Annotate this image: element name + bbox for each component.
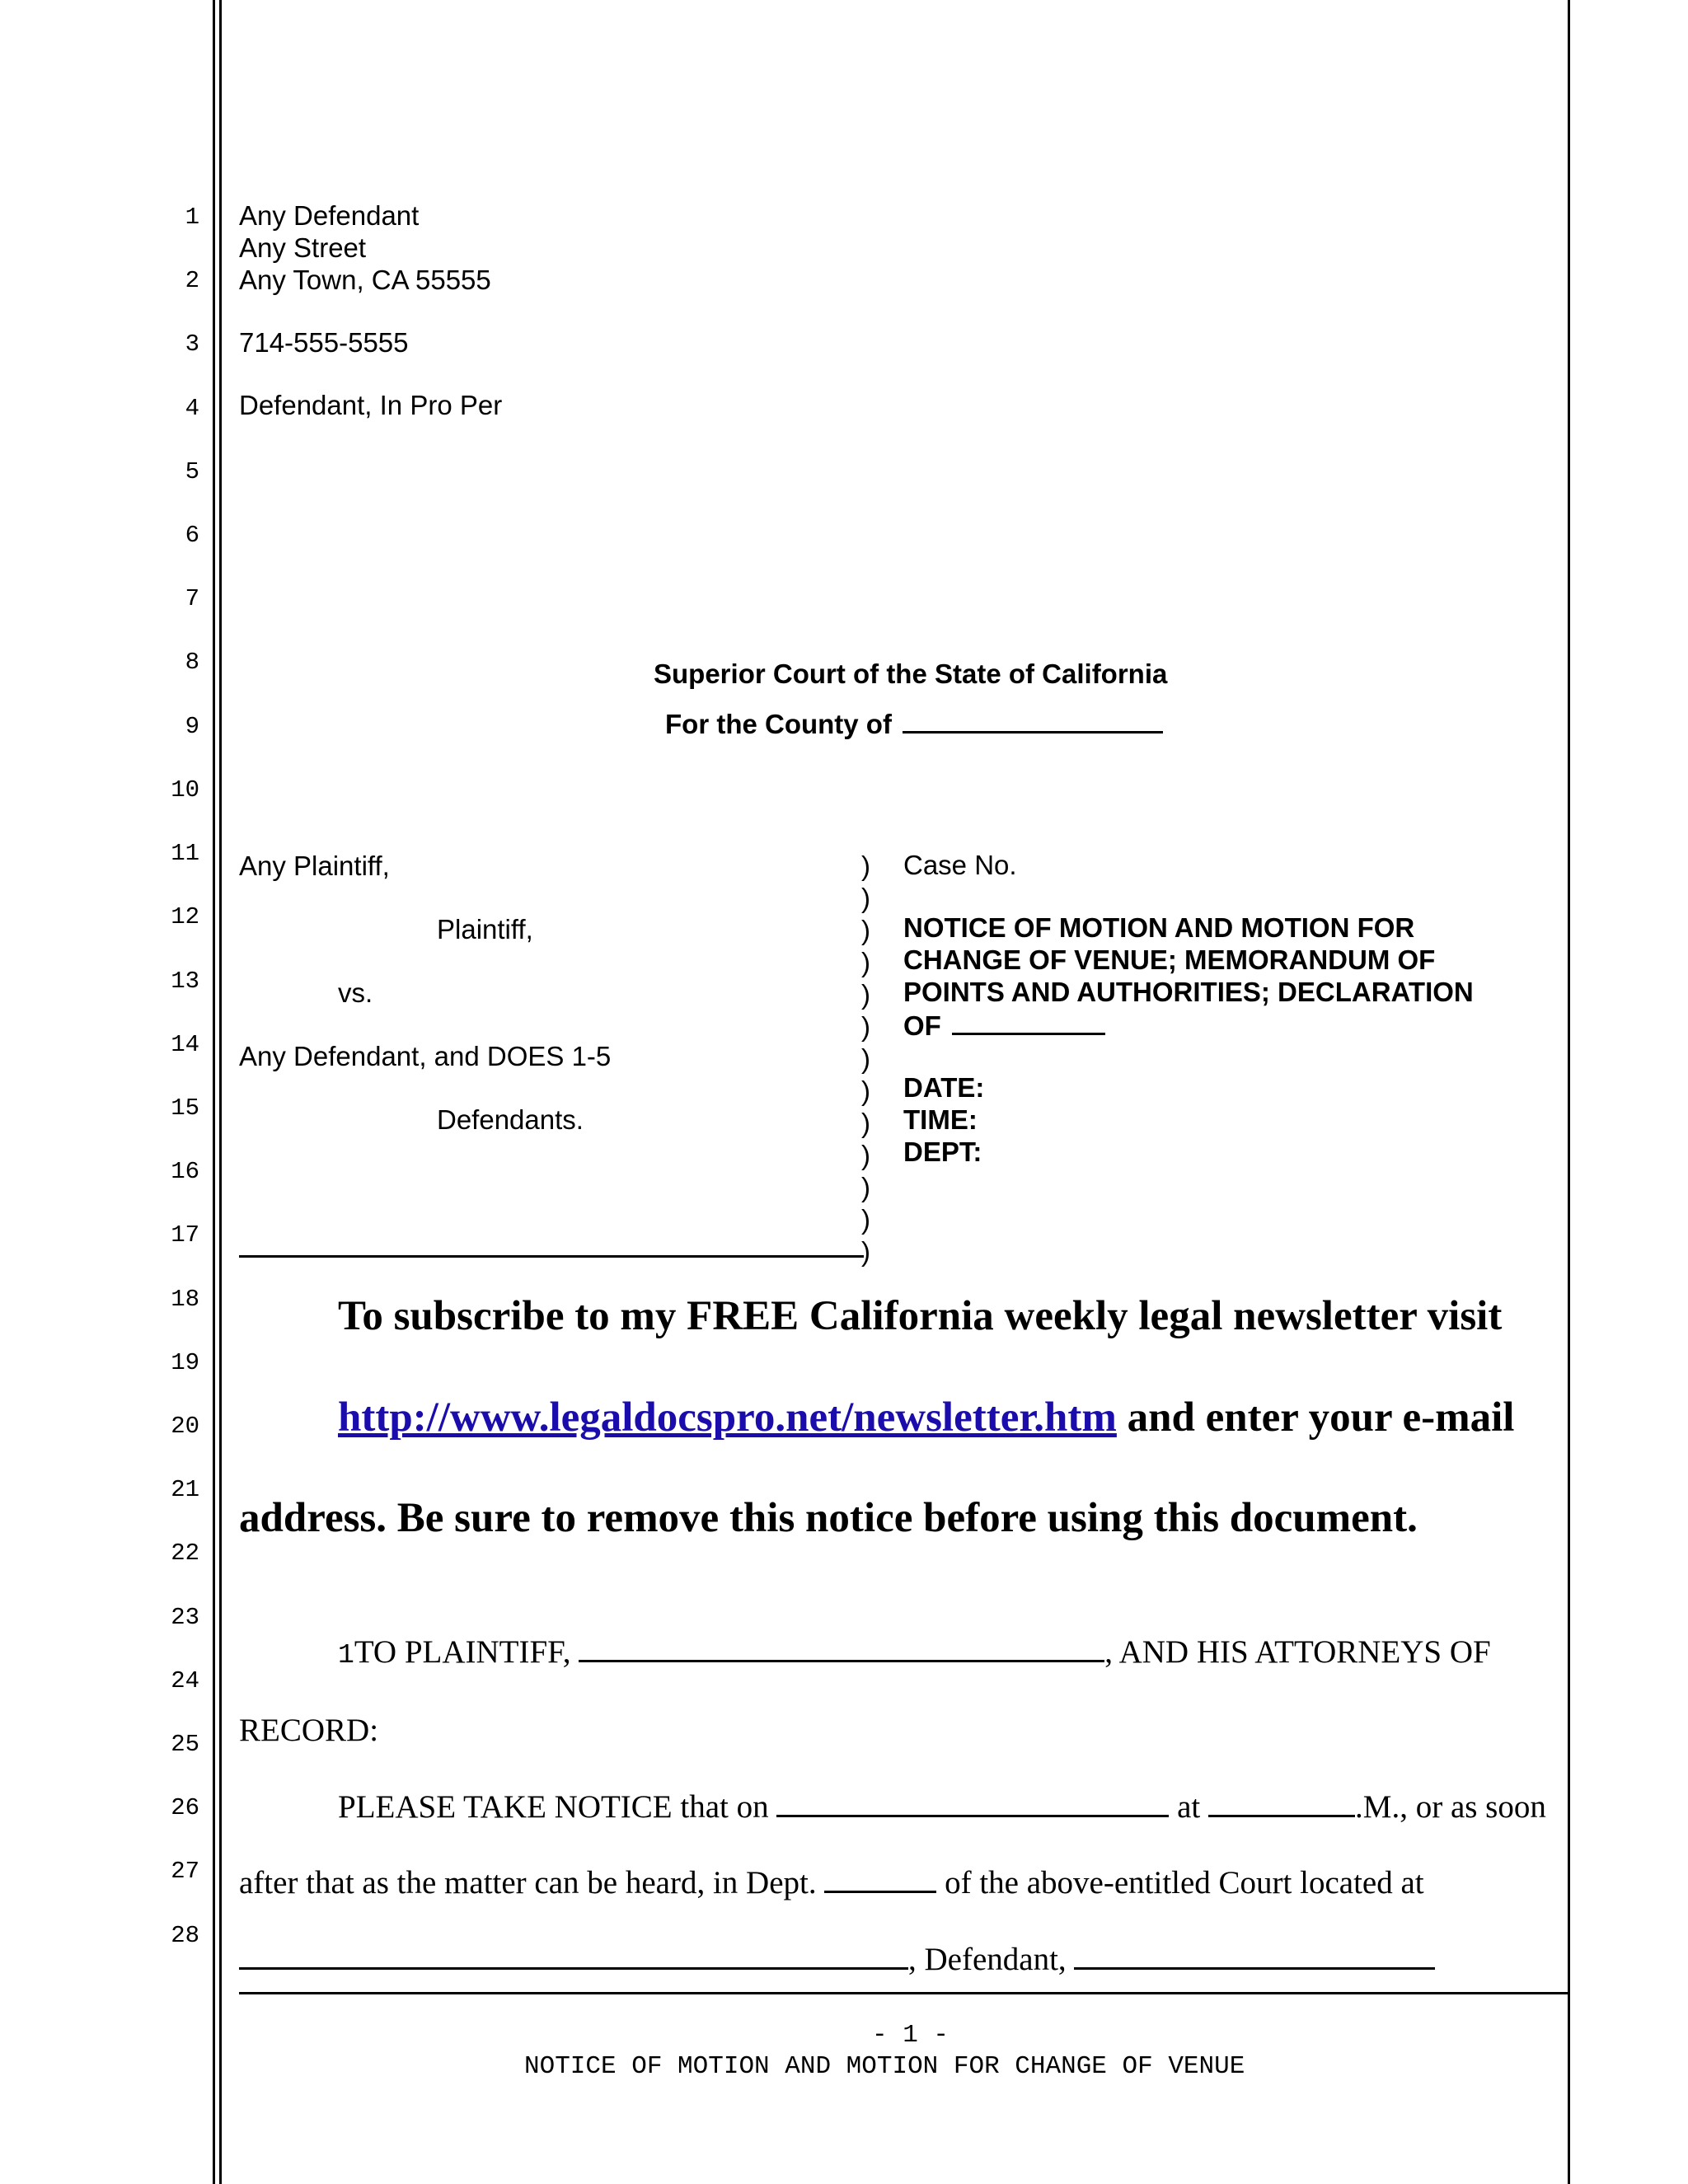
court-county	[665, 706, 1163, 740]
to-plaintiff-text: TO PLAINTIFF,	[354, 1634, 571, 1670]
line-number: 19	[171, 1349, 199, 1376]
line-number: 25	[171, 1731, 199, 1758]
court-located-text: of the above-entitled Court located at	[945, 1865, 1424, 1900]
plaintiff-name-blank	[579, 1635, 1104, 1662]
left-margin-rule-inner	[219, 0, 222, 2184]
plaintiff-label: Plaintiff,	[437, 914, 533, 944]
newsletter-notice-line-1: To subscribe to my FREE California weekly legal newsletter visit	[338, 1293, 1503, 1339]
after-that-text: after that as the matter can be heard, in Dept.	[239, 1865, 817, 1900]
document-title-line: CHANGE OF VENUE; MEMORANDUM OF	[903, 944, 1436, 975]
court-address-blank	[239, 1943, 908, 1970]
county-blank	[903, 706, 1163, 733]
caption-bottom-rule	[239, 1255, 864, 1258]
line-number: 4	[185, 395, 199, 422]
dept-blank	[824, 1866, 936, 1893]
record-line: RECORD:	[239, 1713, 379, 1748]
county-label: For the County of	[665, 709, 892, 739]
line-number: 15	[171, 1094, 199, 1122]
header-phone: 714-555-5555	[239, 327, 409, 358]
please-take-notice-line	[338, 1788, 1546, 1826]
document-title-line: POINTS AND AUTHORITIES; DECLARATION	[903, 977, 1474, 1007]
line-number: 5	[185, 458, 199, 485]
line-number: 2	[185, 267, 199, 294]
line-number: 22	[171, 1540, 199, 1567]
line-number: 23	[171, 1604, 199, 1631]
newsletter-link[interactable]: http://www.legaldocspro.net/newsletter.htm	[338, 1394, 1117, 1441]
line-number: 21	[171, 1476, 199, 1503]
please-take-notice-text: PLEASE TAKE NOTICE that on	[338, 1789, 769, 1825]
line-number: 3	[185, 330, 199, 358]
declarant-blank	[952, 1008, 1105, 1035]
line-number: 12	[171, 903, 199, 930]
right-margin-rule	[1568, 0, 1570, 2184]
page-number: - 1 -	[872, 2021, 950, 2050]
header-city: Any Town, CA 55555	[239, 265, 491, 295]
after-that-line	[239, 1864, 1424, 1902]
line-number: 28	[171, 1922, 199, 1949]
header-name: Any Defendant	[239, 200, 420, 231]
hearing-date-blank	[776, 1790, 1169, 1817]
document-title-line-with-blank	[903, 1008, 1474, 1042]
to-plaintiff-line	[338, 1633, 1491, 1675]
left-margin-rule-outer	[213, 0, 215, 2184]
footer-title: NOTICE OF MOTION AND MOTION FOR CHANGE OF VENUE	[524, 2052, 1245, 2081]
defendant-text: , Defendant,	[908, 1942, 1067, 1977]
defendant-label: Defendants.	[437, 1104, 584, 1135]
line-number: 16	[171, 1158, 199, 1185]
newsletter-notice-line-2	[338, 1393, 1514, 1442]
line-number: 18	[171, 1286, 199, 1313]
hearing-time-label: TIME:	[903, 1104, 978, 1135]
line-number: 1	[185, 204, 199, 231]
hearing-info	[903, 1071, 984, 1168]
line-number: 13	[171, 968, 199, 995]
line-number: 27	[171, 1858, 199, 1885]
line-number: 26	[171, 1794, 199, 1821]
at-text: at	[1177, 1789, 1201, 1825]
line-number: 20	[171, 1413, 199, 1440]
newsletter-notice-line-3: address. Be sure to remove this notice before using this document.	[239, 1495, 1418, 1541]
newsletter-notice-rest: and enter your e-mail	[1127, 1394, 1515, 1441]
defendant-name-blank	[1074, 1943, 1435, 1970]
header-role: Defendant, In Pro Per	[239, 390, 503, 420]
line-number: 7	[185, 585, 199, 612]
caption-parens: ) ) ) ) ) ) ) ) ) ) ) ) )	[861, 851, 870, 1267]
hearing-dept-label: DEPT:	[903, 1137, 982, 1167]
court-title: Superior Court of the State of California	[654, 658, 1168, 689]
line-number: 14	[171, 1031, 199, 1058]
line-number: 24	[171, 1667, 199, 1694]
plaintiff-name: Any Plaintiff,	[239, 851, 390, 881]
line-number: 10	[171, 776, 199, 804]
hearing-date-label: DATE:	[903, 1072, 985, 1103]
line-number: 11	[171, 840, 199, 867]
header-block	[239, 199, 491, 296]
document-title	[903, 912, 1474, 1042]
line-number: 6	[185, 522, 199, 549]
header-street: Any Street	[239, 232, 367, 263]
hearing-time-blank	[1208, 1790, 1355, 1817]
document-title-line: OF	[903, 1010, 941, 1041]
line-number: 9	[185, 713, 199, 740]
defendant-name: Any Defendant, and DOES 1-5	[239, 1041, 612, 1071]
case-number-label: Case No.	[903, 850, 1017, 880]
line-number: 17	[171, 1221, 199, 1249]
court-address-line	[239, 1941, 1435, 1979]
footnote-marker: 1	[338, 1640, 354, 1671]
attorneys-text: , AND HIS ATTORNEYS OF	[1104, 1634, 1491, 1670]
line-number: 8	[185, 649, 199, 676]
footer-rule	[239, 1992, 1568, 1994]
versus-text: vs.	[338, 977, 373, 1008]
document-title-line: NOTICE OF MOTION AND MOTION FOR	[903, 912, 1415, 943]
or-as-soon-text: .M., or as soon	[1355, 1789, 1546, 1825]
